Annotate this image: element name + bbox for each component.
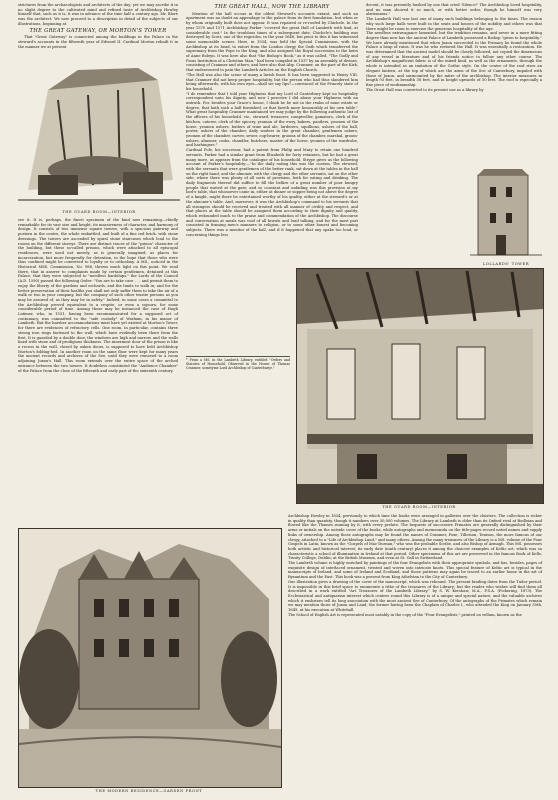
middle-footnote: * From a MS. in the Lambeth Library, entitled "Orders and Statutes of Household, Observed in the House of Thomas Cranmer, sometyme Lord Archbishop of Canterburye." (186, 358, 290, 370)
guard-room-caption: THE GUARD ROOM—INTERIOR (62, 210, 136, 214)
lollards-tower-engraving (470, 165, 542, 260)
great-gateway-heading: THE GREAT GATEWAY, OR MORTON'S TOWER (29, 27, 167, 34)
guard-room-large-illustration (296, 268, 544, 504)
guard-room-large-engraving (297, 269, 543, 503)
right-hall-paragraph: decent, it was presently hushed by one that cried 'Silence!' The Archbishop loved hospitality, and no man showed it so much, or with better order, though he himself was very abstemious." The Lambeth Hall was last one of many such buildings belonging to the times. The reason why such large halls were built in the seats and houses of the nobility and others was that there might be room to exercise the generous hospitality of the age. The needless extravagance lamented, but the tradition remains, and never in a more fitting degree than now has the ancient Palace of Lambeth possessed a Bishop "given to hospitality." We have already mentioned that when Juxon succeeded to the Primacy he found the whole Palace a heap of ruins. It was he who restored the Hall. It was essentially a restoration. He was determined that the ancient model should be closely followed, not copied the dimensions of any vessel in literature and of his friends notice to follow any other course. The Archbishop's magnificent fabric is of the mixed kind, as well as the ornaments, through the whole is intended as an imitation of the Gothic style. On the centre of the roof rises an elegant lantern, at the top of which are the arms of the See of Canterbury, impaled with those of Juxon, and surmounted by the mitre of the archbishop. The interior measures in length 93 feet, in breadth 38 feet, and in height upwards of 50 feet. The roof is especially a fine piece of workmanship. The Great Hall was converted to its present use as a library by (366, 3, 542, 92)
middle-column (186, 3, 358, 238)
right-column-top (366, 3, 542, 93)
right-column-bottom (288, 514, 542, 618)
great-hall-paragraph: Mention of the hall occurs in the oldest Steward's accounts extant, and such an apartment was no doubt an appendage to the palace from its first foundation, but when or by whom originally built does not appear. It was repaired or re-roofed by Chichele. In the year 1570 and 1571 Archbishop Parker "covered the great Hall of Lambeth with lead, at considerable cost." In the troublous times of a subsequent date, Chichele's building was destroyed by Scott, one of the regicides, in the year 1648, but prior to this it has witnessed some memorable scenes. Here, in 1534, was held the Special Commission, with the Archbishop at its head, to extort from the London clergy the Oath which transferred the supremacy from the Pope to the King, and also assigned the Royal succession to the heirs of Anne Boleyn. It was here also that "the Bishop's Book," as it was called, "The Godly and Pious Institution of a Christian Man," had been compiled in 1537 by an assembly of divines, consisting of Cranmer and others; and here also that Abp. Cranmer, on the part of the Kirk, that endeavoured to pain the Lambeth Articles on the English Church. "The Hall was also the scene of many a lavish feast. It has been suggested to Henry VIII. that Cranmer did not keep proper hospitality, but the person who had thus slandered him being afterwards, with his own eyes—shall we say lips?—convinced of the Princely state of his household. "I do remember that I told your Highness that my Lord of Canterbury kept no hospitality correspondent unto his dignity, and now I perceive I did abuse your Highness with an untruth. For, besides your Grace's house, I think he be not in the realm of none estate or degree, that hath such a hall furnished, or that fareth more honourably at his own table." What great hospitality Cranmer maintained we may judge by the following authentic list of the officers of his household, viz., steward, treasurer, comptroller, gamators, clerk of the kitchen, caterer, clerk of the spicery, yeoman of the ewry, bakers, pantlers, yeomen of the horse, yeomen ushers, butlers of wine and ale, larderers, squillions, ushers of the hall, porter, ushers of the chamber, daily waiters in the great chamber, gentlemen ushers, yeomen of the chamber, carver, sewer, cup-bearer, grooms of the chamber, marshal, groom-ushers, almoner, cooks, chandler, butchers, master of the horse, yeomen of the wardrobe, and harbingers." Cardinal Pole, his successor, had a patent from Philip and Mary to retain one hundred servants. Parker had a similar grant from Elizabeth for forty retainers, but he had a great many more, as appears from the catalogue of his household. Strype gives us the following account of Parker's hospitality:—"In the daily eating this was the custom. The steward, with the servants that were gentlemen of the better rank, sat down at the tables in the hall on the right hand; and the almoner, with the clergy and the other servants, sat on the other side, where there was plenty of all sorts of provision, both for eating and drinking. The daily fragments thereof did suffice to fill the bellies of a great number of poor hungry people that waited at the gate; and so constant and unfailing was this provision at my lord's table, that whosoever came in, either at dinner or supper being not above the degree of a knight, might there be entertained worthy of his quality, either at the steward's or at the almoner's table. And, moreover, it was the Archbishop's command to his servants that all strangers should be received and treated with all manner of civility and respect, and that places at the table should be assigned them according to their dignity and quality, which redounded much to the praise and commendation of the Archbishop. The discourse and conversation at meals was void of all brawls and loud talking, and for the most part consisted in framing men's manners to religion, or to some other honest and becoming subjects. There was a monitor of the hall, and if it happened that any spake too loud, or concerning things less (186, 11, 358, 237)
left-column-top (18, 3, 178, 50)
library-paragraph: Archbishop Howley in 1834, previously to which time the books were arranged in galleries over the cloisters. The collection is richer in quality than quantity, though it numbers over 30,000 volumes. The Library at Lambeth is older than its Oxford rival at Bodleian and flowed like the Thames running by it, with every prelate. The bequests of successive Primates are generally distinguished by their arms or initials on the outside cover of the books, while autographs and memoranda on the title-pages record noted names and supply links of ownership. Among these autographs may be found the names of Cranmer, Foxe, Tillotson, Tenison, the more famous of our clergy, attached to a "Life of Archbishop Laud," and many others. Among the many treasures of the Library is a MS. volume of the Four Gospels in Latin, known as the "Gospels of Mac-Durnan," who was the probable Scribe, and also Bishop of Armagh. This MS. possesses both artistic and historical interest; its early date (ninth century) places it among the choicest examples of Keltic art, which was so characteristic a school of illumination in Ireland at that period. Other specimens of this art are preserved in the famous Book of Kells, Trinity College, Dublin; at the British Museum, and even at St. Gall in Switzerland. The Lambeth volume is highly enriched by paintings of the four Evangelists with their appropriate symbols, and has, besides, pages of exquisite design of interlaced ornament, twisted and woven into intricate knots. This special feature of Keltic art is typical in the manuscripts of Ireland, and some of Ireland and Scotland, and those patterns may again be traced to an earlier home in the art of Byzantium and the East. This book was a present from King Athelstan to the City of Canterbury. Our illustration gives a drawing of the cover of the manuscript, which was rebound. The present binding dates from the Tudor period. It is impossible in this brief space to enumerate a tithe of the treasures of the Library; but the reader who wishes will find them all described in a work entitled "Art Treasures of the Lambeth Library," by S. W. Kershaw, M.A., F.S.A. (Pickering, 1873). The Ecclesiastical and antiquarian interest which centres round this Library is of a unique and special nature, and the valuable archives which it enshrines tell its long association with the most ancient See of Canterbury. Of the autographs of the Primates which remain we may mention those of Juxon and Laud, the former having been the Chaplain of Charles I., who attended the King on January 30th, 1649, at his execution at Whitehall. The School of English Art is represented most notably in the copy of the "Four Evangelists," printed on vellum, known as the (288, 514, 542, 617)
lollards-tower-illustration (470, 165, 542, 260)
left-column-main (18, 218, 178, 374)
guard-room-illustration (18, 60, 180, 208)
guard-room-engraving (18, 60, 180, 208)
lollards-tower-caption: LOLLARDS' TOWER (482, 262, 530, 266)
guard-room-large-caption: THE GUARD ROOM—INTERIOR (382, 505, 456, 509)
modern-residence-caption: THE MODERN RESIDENCE—GARDEN FRONT (95, 789, 203, 793)
great-hall-heading: THE GREAT HALL, NOW THE LIBRARY (214, 4, 330, 10)
left-intro-paragraph: strictures from the archaeologists and architects of the day; yet we may ascribe it in no slight degree to the cultivated mind and refined taste of Archbishop Howley himself that, such as it is, it was in advance of the time half a century ago. Mr. Blore was the architect. We now proceed to a description in detail of the subjects of our illustrations, beginning at (18, 3, 178, 26)
modern-residence-illustration (18, 528, 282, 788)
modern-residence-engraving (19, 529, 281, 787)
morton-tower-paragraph: see it. It is, perhaps, the finest specimen of the kind now remaining—chiefly remarkable for its vast size and height, its massiveness of character, and harmony of design. It consists of two immense square towers, with a spacious gateway and postern in the centre, the whole embattled, and built of a fine red brick, with stone dressings. The towers are ascended by spiral stone staircases which lead to the rooms on the different storeys. There are distinct traces of the "prison" character of the building, but these so-called prisons, which were attached to all episcopal residences, were used not merely, as is generally imagined, as places for incarceration, but more frequently for detention, in the hope that those who were thus confined might be converted to loyalty or to orthodoxy. A MS., noticed in the Historical MSS. Commission, No. 986, throws much light on this point. We read there, that in answer to complaints made by certain gentlemen, detained at this Palace, that they were subjected to "needless hardships," the Lords of the Council (A.D. 1590) passed the following Order: "You are to take care . . . and permit them to enjoy the liberty of the gardens and orchards, and the limits to walk in; and for the better preservation of their healths you shall not only suffer them to take the air of a walk or two in your company, but the company of such other trustie persons as you may be assured of, as they may be in safety." Indeed, in some cases a committal to the Archbishop proved equivalent to a respite, or even a sojourn, for some considerable period of time. Among those may be instanced the case of Hugh Latimer, who, in 1531, having been excommunicated for a supposed act of contumacy, was committed to the "safe custody" of Warham, in his manor of Lambeth. But the harsher accommodations must have yet existed at Morton's Tower, for there are evidences of refractory cells. One room, in particular, contains three strong iron rings fastened to the wall, which have evidently been there from the first. It is guarded by a double door, the windows are high and narrow, and the walls lined with stone and of prodigious thickness. The innermost door of the prison is like a recess in the wall, closed by oaken doors, is supposed to have held Archbishop Morton's folding-bed. In another room on the same floor were kept for many years the ancient records and archives of the See, until they were removed to a room adjoining Juxon's Hall. This room extends over the entire space of the arched entrance between the two towers. It doubtless constituted the "Audience Chamber" of the Palace from the close of the fifteenth and early part of the sixteenth century. (18, 218, 178, 373)
great-gateway-paragraph: That "Great Gateway" is connected among the buildings in the Palace in the steward's accounts in the fifteenth year of Edward II. Cardinal Morton rebuilt it in the manner we at present (18, 35, 178, 49)
